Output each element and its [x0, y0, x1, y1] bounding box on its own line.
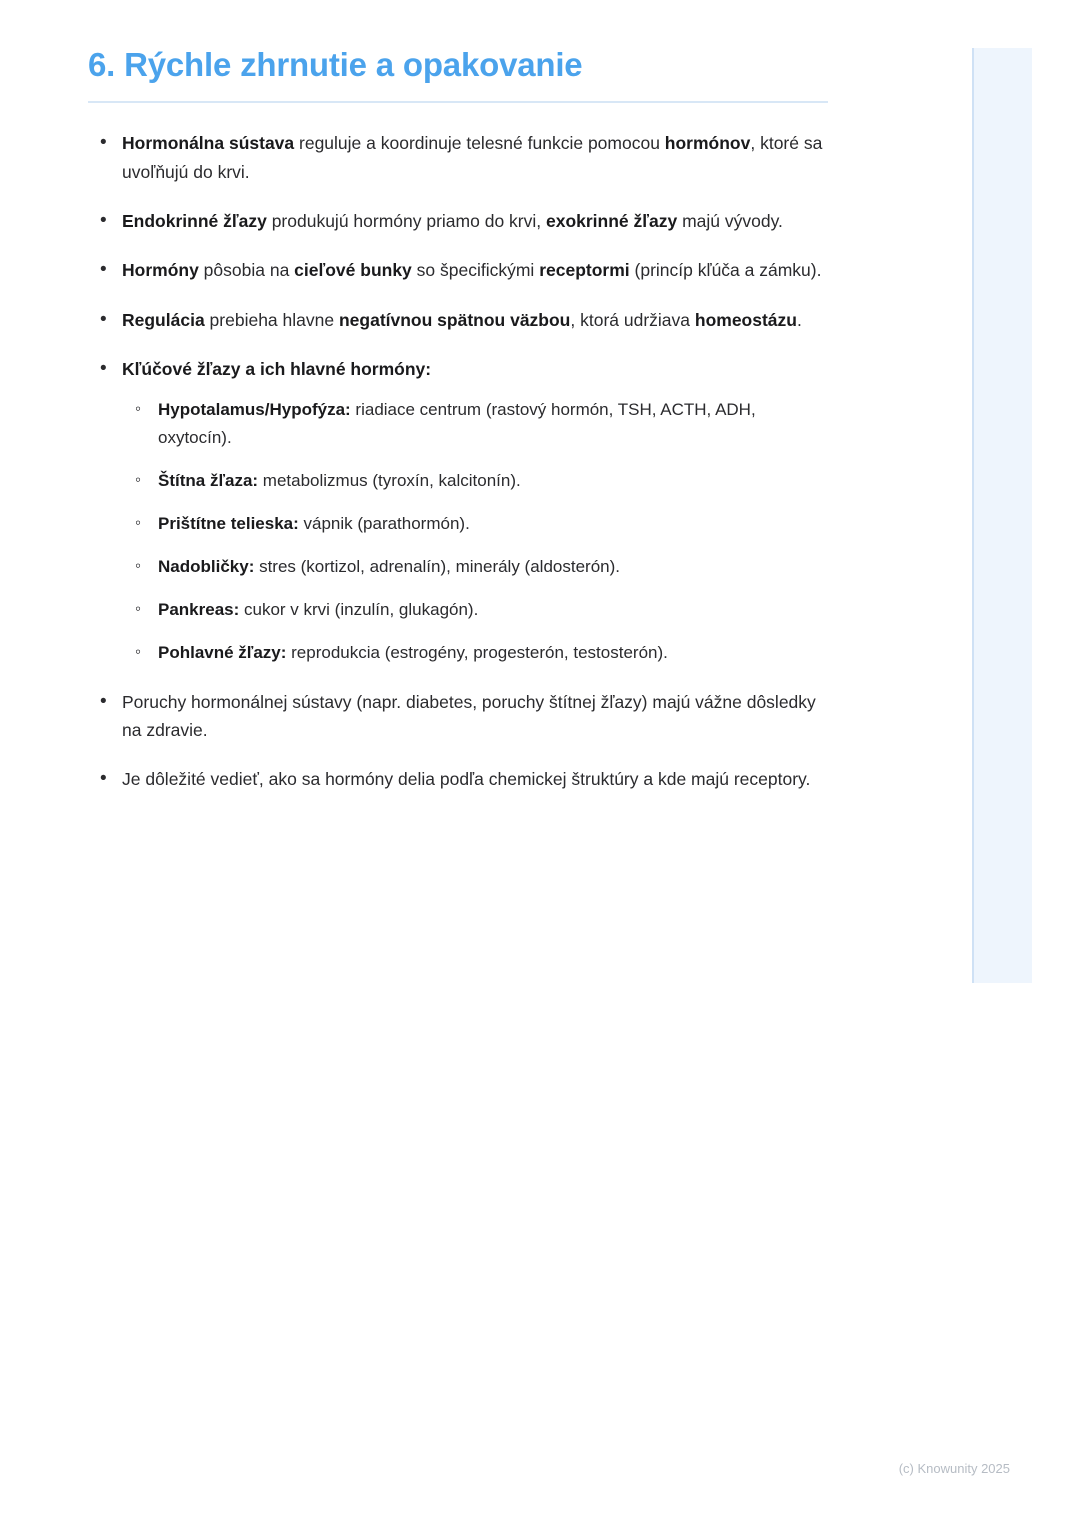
sub-list-item	[122, 553, 828, 580]
emphasis-text: cieľové bunky	[294, 260, 412, 281]
emphasis-text: Hormóny	[122, 260, 199, 281]
emphasis-text: Pankreas:	[158, 600, 240, 620]
body-text: reprodukcia (estrogény, progesterón, testosterón).	[286, 643, 668, 663]
list-item	[88, 688, 828, 745]
copyright-footer: (c) Knowunity 2025	[898, 1461, 1010, 1476]
body-text: pôsobia na	[198, 260, 295, 281]
summary-bullet-list	[88, 129, 828, 793]
body-text: cukor v krvi (inzulín, glukagón).	[239, 600, 479, 620]
list-item-text	[122, 692, 816, 740]
list-item-text	[122, 211, 783, 231]
sub-list-item	[122, 510, 828, 537]
emphasis-text: Pohlavné žľazy:	[158, 643, 287, 663]
emphasis-text: receptormi	[539, 260, 630, 281]
body-text: majú vývody.	[677, 210, 783, 231]
sub-list-item	[122, 596, 828, 623]
sub-list-item	[122, 396, 828, 450]
emphasis-text: Hormonálna sústava	[122, 133, 295, 154]
sub-list	[122, 396, 828, 666]
list-item	[88, 129, 828, 186]
body-text: Poruchy hormonálnej sústavy (napr. diabetes, poruchy štítnej žľazy) majú vážne dôsledky na zdravie.	[122, 691, 816, 740]
list-item-text	[122, 260, 821, 280]
emphasis-text: Prištítne telieska:	[158, 513, 299, 533]
body-text: , ktorá udržiava	[570, 309, 695, 330]
body-text: Je dôležité vedieť, ako sa hormóny delia podľa chemickej štruktúry a kde majú receptory.	[122, 769, 811, 790]
decorative-side-band	[972, 48, 1032, 983]
body-text: produkujú hormóny priamo do krvi,	[266, 210, 546, 231]
list-item-text	[122, 769, 810, 789]
body-text: reguluje a koordinuje telesné funkcie pomocou	[294, 133, 665, 154]
body-text: (princíp kľúča a zámku).	[629, 260, 822, 281]
emphasis-text: Nadobličky:	[158, 557, 255, 577]
body-text: riadiace centrum (rastový hormón, TSH, ACTH, ADH, oxytocín).	[158, 400, 756, 447]
list-item-text	[122, 310, 802, 330]
list-item	[88, 207, 828, 235]
body-text: so špecifickými	[411, 260, 540, 281]
emphasis-text: Endokrinné žľazy	[122, 210, 267, 231]
list-item	[88, 256, 828, 284]
document-content	[88, 44, 828, 815]
sub-list-item	[122, 467, 828, 494]
emphasis-text: Kľúčové žľazy a ich hlavné hormóny:	[122, 358, 432, 379]
emphasis-text: hormónov	[664, 133, 751, 154]
title-divider	[88, 101, 828, 103]
page-title: 6. Rýchle zhrnutie a opakovanie	[88, 46, 583, 83]
emphasis-text: Regulácia	[122, 309, 205, 330]
emphasis-text: Štítna žľaza:	[158, 470, 259, 490]
emphasis-text: Hypotalamus/Hypofýza:	[158, 400, 351, 420]
list-item-text	[122, 133, 822, 181]
sub-list-item	[122, 639, 828, 666]
list-item	[88, 355, 828, 667]
body-text: metabolizmus (tyroxín, kalcitonín).	[258, 470, 521, 490]
list-item-text	[122, 359, 431, 379]
body-text: prebieha hlavne	[204, 309, 339, 330]
body-text: vápnik (parathormón).	[298, 513, 470, 533]
emphasis-text: negatívnou spätnou väzbou	[338, 309, 571, 330]
emphasis-text: exokrinné žľazy	[545, 210, 678, 231]
body-text: , ktoré sa uvoľňujú do krvi.	[122, 133, 823, 182]
list-item	[88, 306, 828, 334]
body-text: .	[796, 309, 802, 330]
list-item	[88, 765, 828, 793]
body-text: stres (kortizol, adrenalín), minerály (aldosterón).	[254, 557, 620, 577]
emphasis-text: homeostázu	[694, 309, 797, 330]
